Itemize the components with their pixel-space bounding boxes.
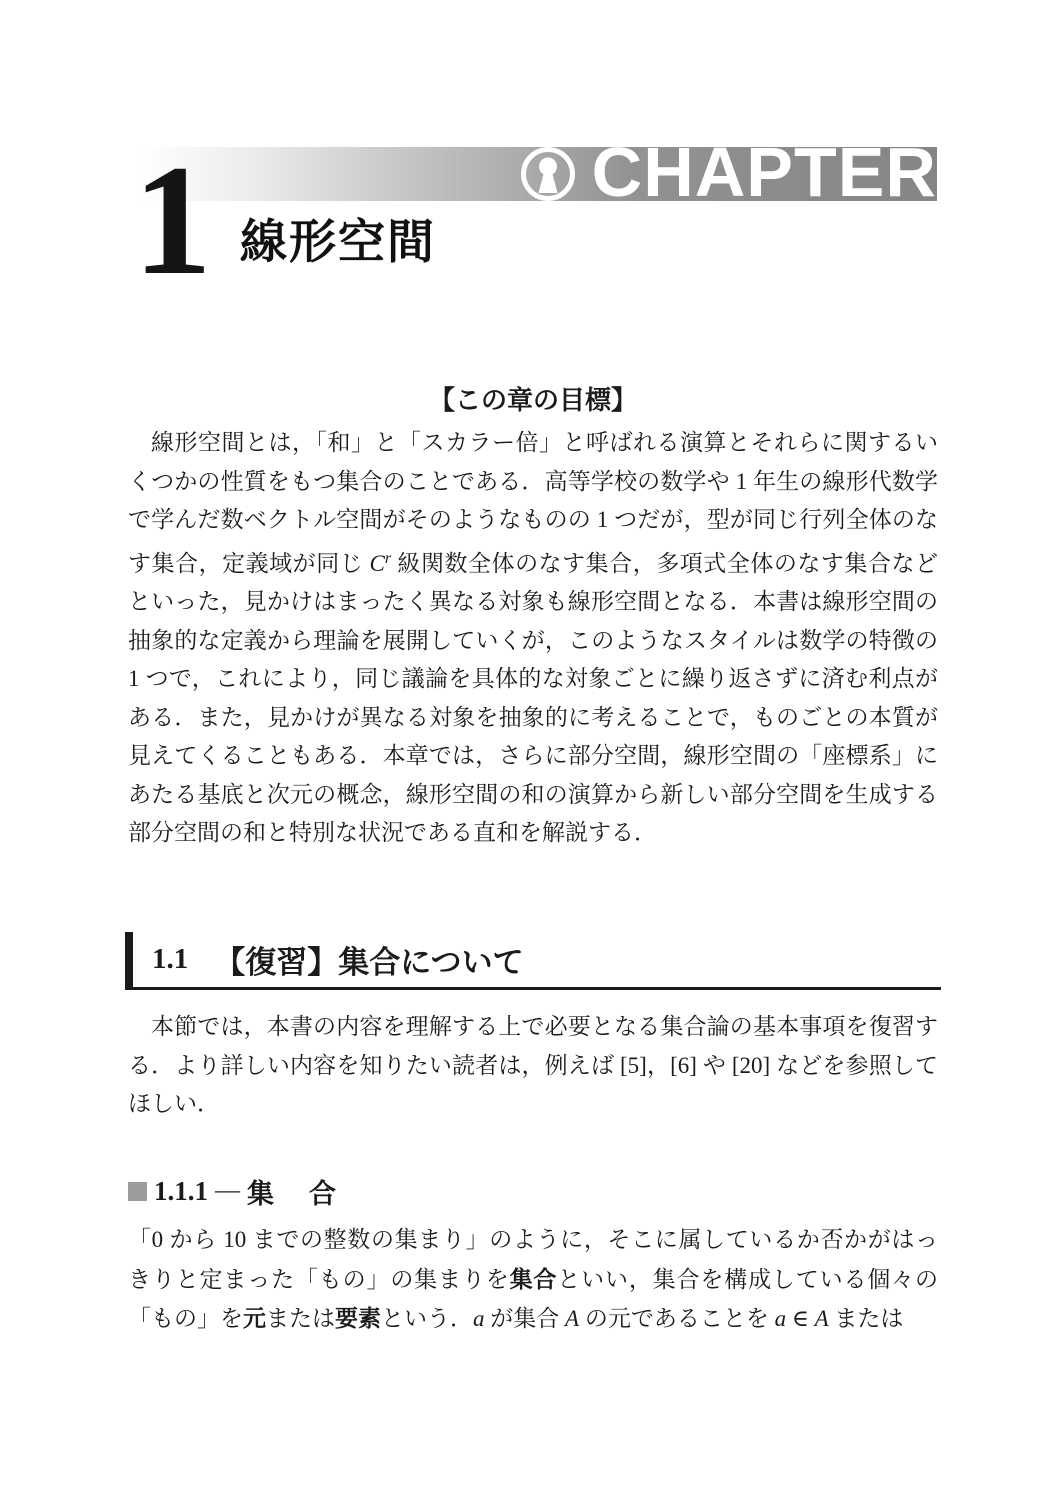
section-number: 1.1 [152,943,189,975]
text-segment: A [565,1306,580,1331]
subsection-heading [128,1175,340,1209]
section-title: 【復習】集合について [214,945,524,980]
text-segment: が集合 [484,1306,565,1331]
section-heading [125,932,941,990]
text-segment: といい，集合を構成している個々の「もの」を [128,1266,939,1331]
text-segment: 級関数全体のなす集合，多項式全体のなす集合などといった，見かけはまったく異なる対象も線形空間となる．本書は線形空間の抽象的な定義から理論を展開していくが，このようなスタイルは数学の特徴の 1 つで，これにより，同じ議論を具体的な対象ごとに繰り返さずに済む利点がある．また，見かけが異なる対象を抽象的に考えることで，ものごとの本質が見えてくることもある．本章では，さらに部分空間，線形空間の「座標系」にあたる基底と次元の概念，線形空間の和の演算から新しい部分空間を生成する部分空間の和と特別な状況である直和を解説する． [128,550,939,846]
section-heading-bar [125,932,133,987]
text-segment: C [369,550,385,576]
subsection-title: 集 合 [247,1178,340,1209]
text-segment: または [266,1306,335,1331]
text-segment: A [814,1306,829,1331]
text-segment: a [774,1306,787,1331]
text-segment: ∈ [786,1306,815,1331]
text-segment: または [828,1306,904,1331]
subsection-body-paragraph [128,1221,938,1339]
text-segment: 集合 [509,1265,558,1292]
chapter-number: 1 [133,133,212,308]
text-segment: 元 [243,1305,266,1331]
text-segment: 「0 から 10 までの整数の集まり」のように，そこに属しているか否かがはっきりと定まった「もの」の集まりを [128,1227,939,1292]
goal-heading: 【この章の目標】 [428,385,637,415]
text-segment: 線形空間とは，「和」と「スカラー倍」と呼ばれる演算とそれらに関するいくつかの性質をもつ集合のことである．高等学校の数学や 1 年生の線形代数学で学んだ数ベクトル空間がそのようなものの 1 つだが，型が同じ行列全体のなす集合，定義域が同じ [128,430,938,576]
chapter-banner-label: CHAPTER [591,133,937,211]
text-segment: の元であることを [579,1306,775,1331]
text-segment: 要素 [335,1305,381,1331]
goal-paragraph [128,424,938,853]
keyhole-icon [520,146,576,202]
text-segment: r [384,549,392,567]
subsection-marker-square [128,1182,147,1201]
chapter-title: 線形空間 [240,215,436,268]
text-segment: a [473,1306,485,1331]
subsection-number: 1.1.1 [154,1175,208,1206]
text-segment: という． [381,1306,473,1331]
text-segment: 本節では，本書の内容を理解する上で必要となる集合論の基本事項を復習する．より詳しい内容を知りたい読者は，例えば [5]，[6] や [20] などを参照してほしい． [128,1014,938,1116]
section-intro-paragraph [128,1008,938,1124]
chapter-banner [140,133,937,211]
subsection-separator: ― [215,1177,240,1204]
